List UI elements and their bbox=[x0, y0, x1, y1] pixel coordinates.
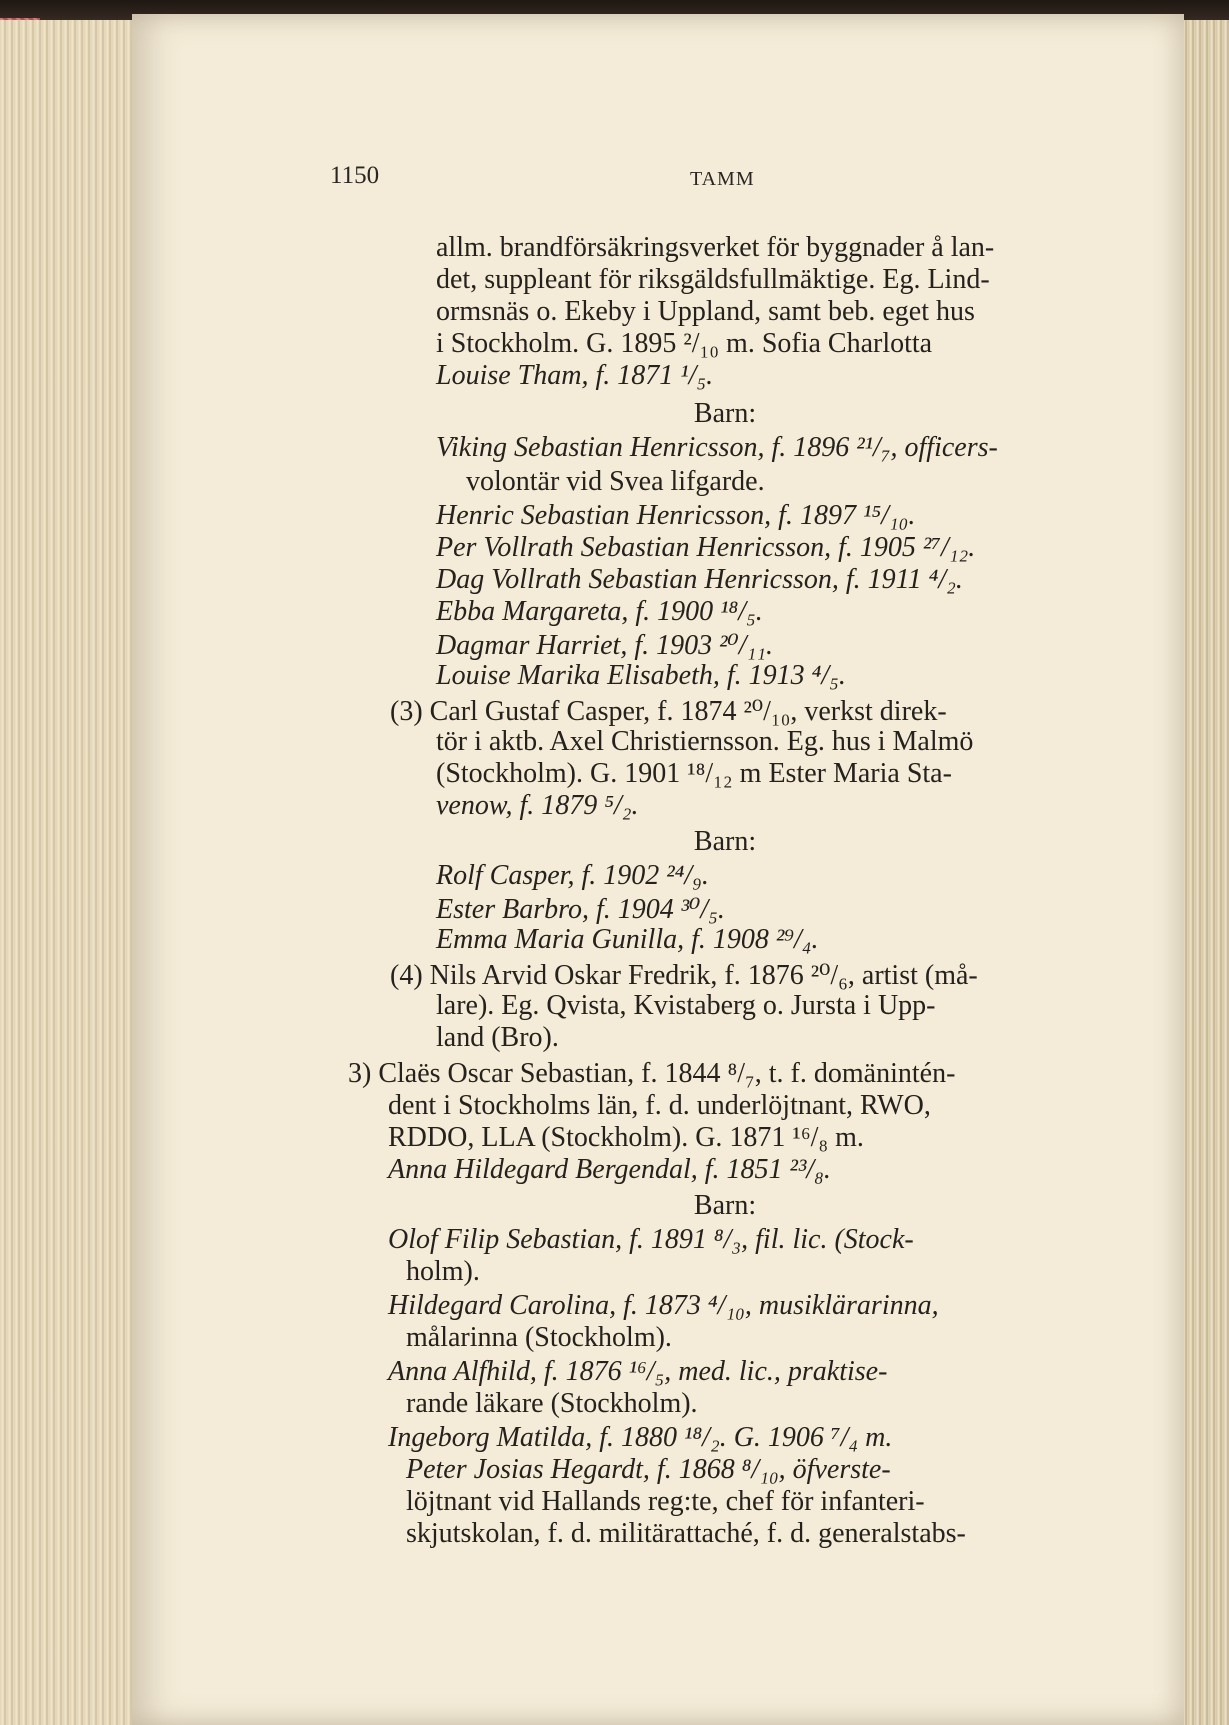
text-line: Ebba Margareta, f. 1900 ¹⁸/₅. bbox=[436, 596, 763, 627]
text-line: land (Bro). bbox=[436, 1022, 559, 1053]
text-line: Louise Marika Elisabeth, f. 1913 ⁴/₅. bbox=[436, 660, 846, 691]
text-line: Louise Tham, f. 1871 ¹/₅. bbox=[436, 360, 714, 391]
barn-heading: Barn: bbox=[693, 1190, 757, 1221]
text-line: rande läkare (Stockholm). bbox=[406, 1388, 698, 1419]
text-line: Per Vollrath Sebastian Henricsson, f. 1905 ²⁷/₁₂. bbox=[436, 532, 976, 563]
text-line: Anna Hildegard Bergendal, f. 1851 ²³/₈. bbox=[388, 1154, 831, 1185]
text-line: Viking Sebastian Henricsson, f. 1896 ²¹/₇, officers- bbox=[436, 432, 998, 463]
text-line: skjutskolan, f. d. militärattaché, f. d. generalstabs- bbox=[406, 1518, 966, 1549]
text-line: Ester Barbro, f. 1904 ³⁰/₅. bbox=[436, 894, 725, 925]
text-line: i Stockholm. G. 1895 ²/₁₀ m. Sofia Charlotta bbox=[436, 328, 933, 359]
text-line: Peter Josias Hegardt, f. 1868 ⁸/₁₀, öfverste- bbox=[406, 1454, 891, 1485]
text-line: Rolf Casper, f. 1902 ²⁴/₉. bbox=[436, 860, 709, 891]
text-line: Olof Filip Sebastian, f. 1891 ⁸/₃, fil. lic. (Stock- bbox=[388, 1224, 914, 1255]
text-line: RDDO, LLA (Stockholm). G. 1871 ¹⁶/₈ m. bbox=[388, 1122, 864, 1153]
text-line: det, suppleant för riksgäldsfullmäktige. Eg. Lind- bbox=[436, 264, 990, 295]
text-line: 3) Claës Oscar Sebastian, f. 1844 ⁸/₇, t. f. domänintén- bbox=[348, 1058, 956, 1089]
text-line: (Stockholm). G. 1901 ¹⁸/₁₂ m Ester Maria Sta- bbox=[436, 758, 952, 789]
text-line: Anna Alfhild, f. 1876 ¹⁶/₅, med. lic., praktise- bbox=[388, 1356, 888, 1387]
text-line: Dagmar Harriet, f. 1903 ²⁰/₁₁. bbox=[436, 630, 773, 661]
text-line: (3) Carl Gustaf Casper, f. 1874 ²⁰/₁₀, verkst direk- bbox=[390, 696, 947, 727]
text-line: målarinna (Stockholm). bbox=[406, 1322, 672, 1353]
text-line: holm). bbox=[406, 1256, 480, 1287]
text-line: ormsnäs o. Ekeby i Uppland, samt beb. eget hus bbox=[436, 296, 975, 327]
text-line: volontär vid Svea lifgarde. bbox=[466, 466, 765, 497]
text-line: tör i aktb. Axel Christiernsson. Eg. hus i Malmö bbox=[436, 726, 974, 757]
barn-heading: Barn: bbox=[693, 398, 757, 429]
left-page-edges bbox=[0, 20, 137, 1725]
barn-heading: Barn: bbox=[693, 826, 757, 857]
text-line: löjtnant vid Hallands reg:te, chef för infanteri- bbox=[406, 1486, 925, 1517]
text-line: Ingeborg Matilda, f. 1880 ¹⁸/₂. G. 1906 ⁷/₄ m. bbox=[388, 1422, 893, 1453]
text-line: Hildegard Carolina, f. 1873 ⁴/₁₀, musiklärarinna, bbox=[388, 1290, 939, 1321]
text-line: Dag Vollrath Sebastian Henricsson, f. 1911 ⁴/₂. bbox=[436, 564, 963, 595]
text-line: Henric Sebastian Henricsson, f. 1897 ¹⁵/₁₀. bbox=[436, 500, 916, 531]
right-page-edges bbox=[1179, 20, 1229, 1725]
text-line: Emma Maria Gunilla, f. 1908 ²⁹/₄. bbox=[436, 924, 819, 955]
text-line: (4) Nils Arvid Oskar Fredrik, f. 1876 ²⁰/₆, artist (må- bbox=[390, 960, 978, 991]
running-head: TAMM bbox=[690, 168, 755, 190]
text-line: allm. brandförsäkringsverket för byggnader å lan- bbox=[436, 232, 995, 263]
text-line: dent i Stockholms län, f. d. underlöjtnant, RWO, bbox=[388, 1090, 931, 1121]
text-line: lare). Eg. Qvista, Kvistaberg o. Jursta i Upp- bbox=[436, 990, 936, 1021]
text-line: venow, f. 1879 ⁵/₂. bbox=[436, 790, 639, 821]
page-number: 1150 bbox=[330, 162, 380, 189]
